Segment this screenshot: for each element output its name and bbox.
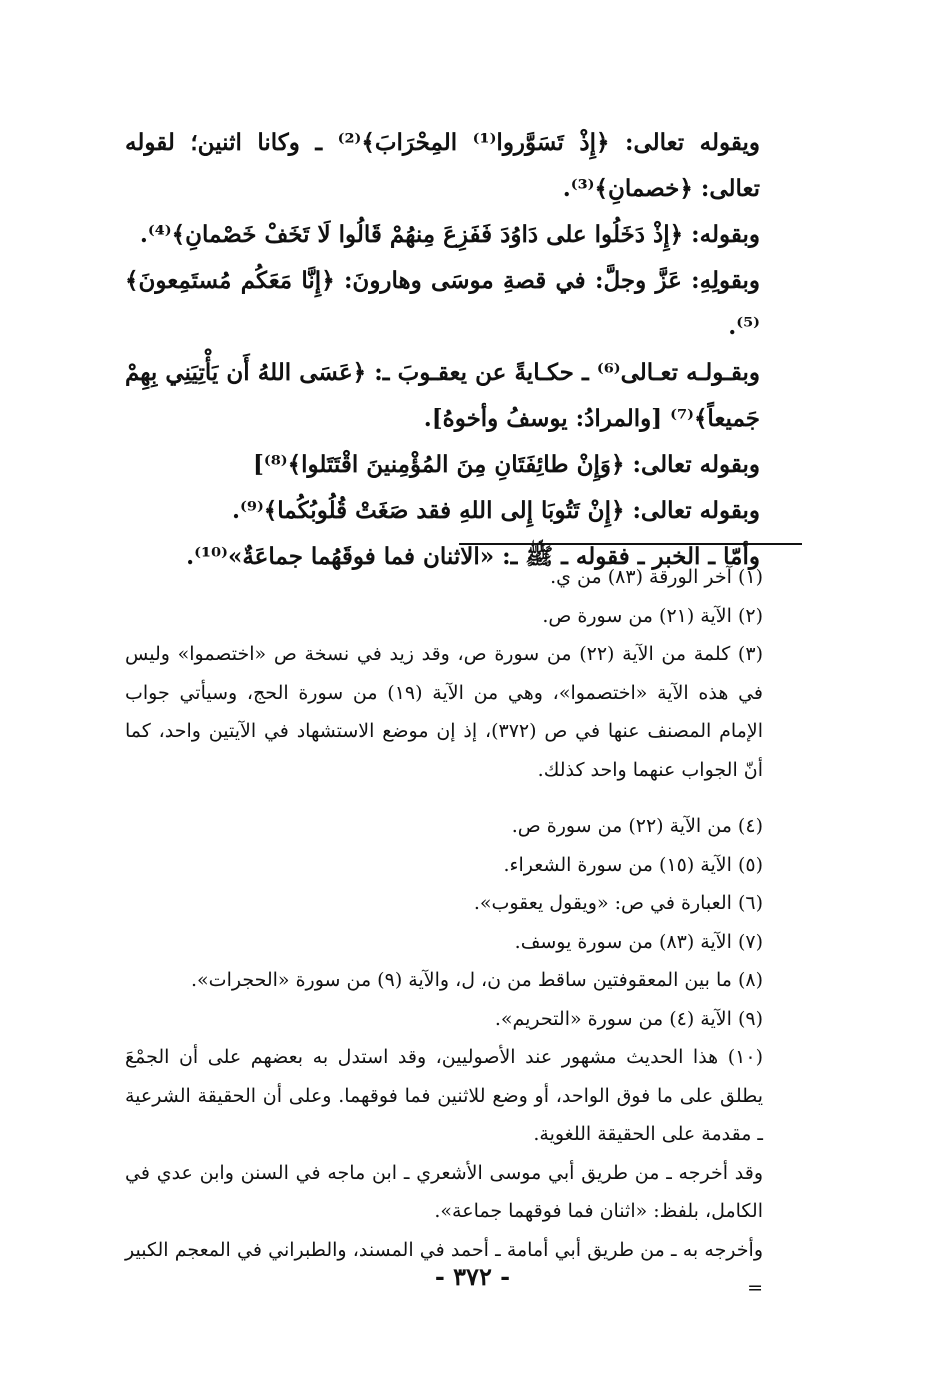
main-paragraph: ويقوله تعالى: ﴿إِذْ تَسَوَّروا⁽¹⁾ المِحْرَابَ﴾⁽²⁾ ـ وكانا اثنين؛ لقوله تعالى: ﴿خصمانِ﴾⁽³⁾. (125, 129, 760, 202)
footnote: وقد أخرجه ـ من طريق أبي موسى الأشعري ـ ابن ماجه في السنن وابن عدي في الكامل، بلفظ: «اثنان فما فوقهما جماعة». (125, 1161, 763, 1222)
main-paragraph: وبقولِهِ: عَزَّ وجلَّ: في قصةِ موسَى وهارونَ: ﴿إِنَّا مَعَكُم مُستَمِعونَ﴾⁽⁵⁾. (125, 267, 760, 340)
footnote: وأخرجه به ـ من طريق أبي أمامة ـ أحمد في المسند، والطبراني في المعجم الكبير = (125, 1238, 763, 1299)
footnote: (٤) من الآية (٢٢) من سورة ص. (511, 815, 763, 837)
footnote: (٧) الآية (٨٣) من سورة يوسف. (514, 930, 763, 953)
footnote: (٩) الآية (٤) من سورة «التحريم». (494, 1007, 763, 1030)
page-number: - ٣٧٢ - (434, 1262, 511, 1291)
footnote: (٣) كلمة من الآية (٢٢) من سورة ص، وقد زيد في نسخة ص «اختصموا» وليس في هذه الآية «اختصموا»، وهي من الآية (١٩) من سورة الحج، وسيأتي جواب الإمام المصنف عنها في ص (٣٧٢)، إذ إن موضع الاستشهاد في الآيتين واحد، كما أنّ الجواب عنهما واحد كذلك. (125, 643, 763, 781)
main-paragraph: وبقوله: ﴿إِذْ دَخَلُوا على دَاوُدَ فَفَزِعَ مِنهُمْ قَالُوا لَا تَخَفْ خَصْمانِ﴾⁽⁴⁾. (139, 221, 760, 248)
main-paragraph: وبقـولـه تعـالى⁽⁶⁾ ـ حكـايةً عن يعقـوبَ ـ: ﴿عَسَى اللهُ أَن يَأْتِيَنِي بِهِمْ جَميعاً﴾⁽⁷⁾ [والمرادُ: يوسفُ وأخوهُ]. (125, 359, 761, 432)
footnote-gap (125, 789, 815, 807)
footnote: (٢) الآية (٢١) من سورة ص. (542, 604, 763, 627)
footnote: (٨) ما بين المعقوفتين ساقط من ن، ل، والآية (٩) من سورة «الحجرات». (191, 969, 763, 991)
footnote: (١٠) هذا الحديث مشهور عند الأصوليين، وقد استدل به بعضهم على أن الجمْعَ يطلق على ما فوق الواحد، أو وضع للاثنين فما فوقهما. وعلى أن الحقيقة الشرعية ـ مقدمة على الحقيقة اللغوية. (125, 1046, 763, 1145)
footnote-separator (459, 543, 802, 545)
main-paragraph: وبقوله تعالى: ﴿إِنْ تَتُوبَا إِلى اللهِ فقد صَغَتْ قُلُوبُكُما﴾⁽⁹⁾. (232, 497, 760, 524)
footnote: (١) آخر الورقة (٨٣) من ي. (550, 566, 763, 588)
footnote: (٦) العبارة في ص: «ويقول يعقوب». (473, 892, 763, 914)
main-paragraph: وأمّا ـ الخبر ـ فقوله ـ ﷺ ـ: «الاثنان فما فوقَهُما جماعَةٌ»⁽¹⁰⁾. (186, 543, 760, 570)
footnote: (٥) الآية (١٥) من سورة الشعراء. (503, 853, 763, 876)
main-text-block (125, 120, 815, 580)
main-paragraph: وبقوله تعالى: ﴿وَإِنْ طائِفَتَانِ مِنَ المُؤْمِنينَ اقْتَتَلوا﴾⁽⁸⁾] (252, 451, 760, 478)
footnotes-block (125, 558, 815, 1308)
